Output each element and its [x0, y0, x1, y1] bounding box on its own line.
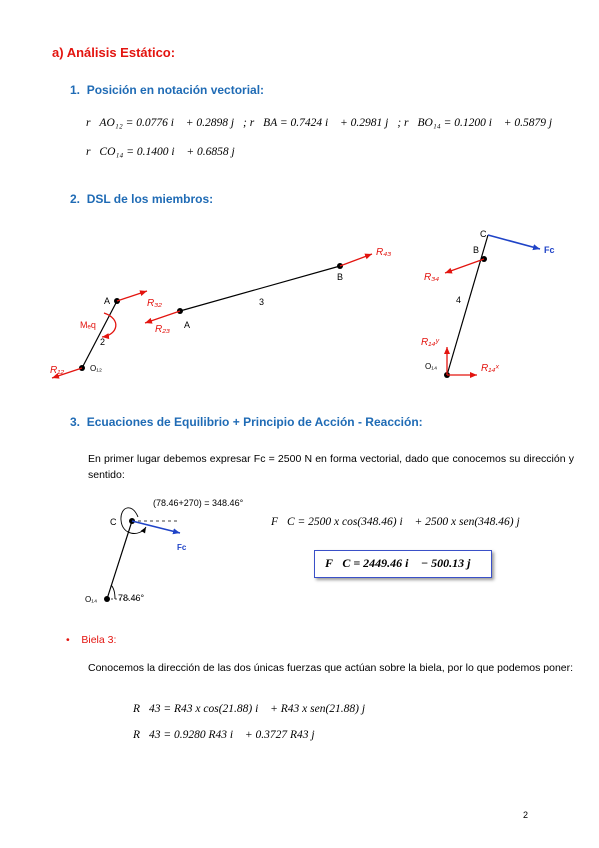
label-link2: 2 [100, 337, 106, 347]
label-R14x: R₁₄ˣ [481, 363, 499, 374]
label-O12: O₁₂ [90, 364, 103, 373]
section-3-heading [70, 415, 423, 429]
label-B-link3: B [337, 272, 344, 282]
angle-label-O14: O₁₄ [85, 595, 98, 604]
section-a-title: Análisis Estático: [66, 45, 176, 60]
section-a-heading [52, 45, 175, 60]
link-2-bar [82, 301, 117, 368]
section-2-title: DSL de los miembros: [86, 192, 214, 206]
section-3-title: Ecuaciones de Equilibrio + Principio de Acción - Reacción: [86, 415, 423, 429]
biela-3-heading [66, 634, 116, 646]
arrow-R23 [145, 311, 180, 323]
paragraph-biela-3: Conocemos la dirección de las dos únicas fuerzas que actúan sobre la biela, por lo que podemos poner: [88, 662, 574, 674]
label-C-link4: C [480, 229, 487, 239]
link-4-bar [447, 235, 488, 375]
fc-result: F⃗C = 2449.46 i⃗ − 500.13 j⃗ [325, 556, 480, 570]
label-link3: 3 [259, 297, 265, 307]
label-A-link2: A [104, 296, 111, 306]
fc-result-box [314, 550, 492, 578]
section-2-num: 2. [70, 192, 81, 206]
fc-equation: F⃗C = 2500 x cos(348.46) i⃗ + 2500 x sen(348.46) j⃗ [271, 516, 529, 528]
label-R34: R₃₄ [424, 272, 440, 283]
section-1-title: Posición en notación vectorial: [86, 83, 265, 97]
arrow-R32 [117, 291, 147, 301]
angle-label-Fc: Fc [177, 543, 187, 552]
fc-angle-diagram [80, 492, 290, 607]
bullet: • [66, 634, 70, 646]
position-vectors-line1: r⃗AO₁₂ = 0.0776 i⃗ + 0.2898 j⃗; r⃗BA = 0.7424 i⃗ + 0.2981 j⃗; r⃗BO₁₄ = 0.1200 i⃗ + 0.5879 j⃗ [86, 117, 562, 129]
angle-arc-78 [111, 585, 115, 599]
section-3-num: 3. [70, 415, 81, 429]
arrow-R34 [445, 259, 484, 273]
r43-equation-1: R⃗43 = R43 x cos(21.88) i⃗ + R43 x sen(21.88) j⃗ [133, 703, 375, 715]
angle-label-348: (78.46+270) = 348.46° [153, 498, 244, 508]
label-Meq: Mₑq [80, 320, 96, 330]
label-R12: R₁₂ [50, 365, 65, 376]
label-Fc: Fc [544, 245, 555, 255]
section-a-label: a) [52, 45, 64, 60]
label-R32: R₃₂ [147, 298, 162, 309]
paragraph-fc-intro: En primer lugar debemos expresar Fc = 2500 N en forma vectorial, dado que conocemos su dirección y sentido: [88, 453, 574, 481]
label-link4: 4 [456, 295, 462, 305]
angle-arrow-Fc [132, 521, 180, 533]
arrow-Fc [488, 235, 540, 249]
label-B-link4: B [473, 245, 480, 255]
label-R43: R₄₃ [376, 247, 392, 258]
arrow-R43 [340, 254, 372, 266]
section-1-heading [70, 83, 264, 97]
label-R23: R₂₃ [155, 324, 170, 335]
label-R14y: R₁₄ʸ [421, 337, 439, 348]
section-2-heading [70, 192, 213, 206]
position-vectors-line2: r⃗CO₁₄ = 0.1400 i⃗ + 0.6858 j⃗ [86, 146, 244, 158]
dsl-diagram [0, 215, 599, 390]
biela-3-title: Biela 3: [81, 634, 117, 646]
label-A-link3: A [184, 320, 191, 330]
page-number: 2 [523, 810, 529, 820]
label-O14: O₁₄ [425, 362, 438, 371]
r43-equation-2: R⃗43 = 0.9280 R43 i⃗ + 0.3727 R43 j⃗ [133, 729, 324, 741]
angle-label-C: C [110, 517, 117, 527]
angle-label-78: 78.46° [118, 593, 145, 603]
section-1-num: 1. [70, 83, 81, 97]
